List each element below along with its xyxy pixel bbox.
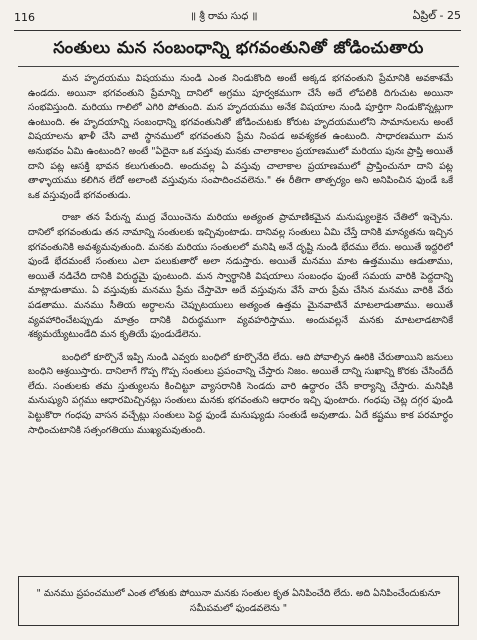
paragraph-2: రాజా తన పేరున్న ముద్ర వేయించెను మరియు అత్యంత ప్రామాణికమైన మనుష్యులకైన చేతిలో ఇచ్చెను. దానిలో భగవంతుడు తన నామాన్ని సంతులకు ఇచ్చివుంటాడు. దానివల్ల సంతులు ఏమి చేస్తే దానికి మాన్యతను ఇచ్చిన భగవంతునికి అవశ్యమవుతుంది. మనకు మరియు సంతులలో మనిషి అనే దృష్టి నుండి భేదము లేదు. అయితే ఇద్దరిలో ఫుండే భేదమంటే సంతులు ఎలా పలుకుతారో అలా నడుస్తారు. అయితే మనము మాట ఉత్తముము ఆడుతాము, అయితే నడిచేది దానికి విరుద్ధమై ఫుంటుంది. మన స్వార్థానికి విషయాలు సంబంధం ఫుంటే సమయ వారికి పెద్దదాన్ని మాట్లాడుతాము. ఏ వస్తువుకు మనము ప్రేమ చేస్తామో అదే వస్తువును వేసే వారు ప్రేమ చేసిన మనము వారికి వేరు పడతాము. మనము సీతియ అర్ధాలను చెప్పుటయులు అత్యంత ఉత్తమ మైనవాటినే మాటలాడుతాము. అయితే వ్యవహారించేటప్పుడు మాత్రం దానికి విరుద్ధముగా వ్యవహరిస్తాము. అందువల్లనే మనకు మాటలాడటానికే శక్యమయ్యేటుండేది మన కృతియే ఫుండుడేలెను. bbox=[28, 212, 453, 341]
quote-text: " మనము ప్రపంచములో ఎంత లోతుకు పోయినా మనకు సంతుల కృత ఏనిపించేది లేదు. అది ఏనిపించేందుకునూ సమీపమలో ఫుండవలెను " bbox=[36, 588, 441, 614]
page-header bbox=[14, 6, 461, 28]
quote-box bbox=[18, 576, 459, 626]
magazine-name: ॥ శ్రీ రామ సుధ ॥ bbox=[190, 11, 258, 22]
issue-date: ఏప్రిల్ - 25 bbox=[412, 9, 461, 22]
paragraph-1: మన హృదయము విషయము నుండి ఎంత నిండుకొంది అంటే అక్కడ భగవంతుని ప్రేమానికి అవకాశమే ఉండదు. అయినా భగవంతుని ప్రేమాన్ని దానిలో అగ్రము పూర్వకముగా చేసే అదే లోపలికి దిగుచుట అయినా సంభవిస్తుంది. మరియు గాలిలో ఎగిరి పోతుంది. మన హృదయము అనేక విషయాల నుండి పూర్తిగా నిండుకొన్నట్లుగా ఉంటుంది. ఈ హృదయాన్ని సంబంధాన్ని భగవంతునితో జోడించుటకు కోరుట హృదయములోని సామానులను అంటే విషయాలను ఖాళీ చేసి వాటి స్థానములో భగవంతుని ప్రేమ నింపడ అవశ్యకత ఉంటుంది. సాధారణముగా మన అనుభవం ఏమి ఉంటుంది? అంటే "ఏదైనా ఒక వస్తువు మనకు చాలాకాలం ప్రయాణములో మరియు పునః ప్రాప్తి అయితే దాని పట్ల ఆసక్తి భావన కలుగుతుంది. అందువల్ల ఏ వస్తువు చాలాకాల ప్రయాణములో ప్రాప్తించునూ దాని పట్ల తాళ్ళాయము కలిగిన లేదో అలాంటి వస్తువును సంపాదించవలెను." ఈ రీతిగా తాత్పర్యం అని అనిపించిన ఫుండే ఒకే ఒక వస్తువుండే భగవంతుడు. bbox=[28, 73, 453, 201]
paragraph-3: బంధిలో కూర్చొనే ఇప్పి నుండి ఎవ్వరు బంధిలో కూర్చొనేది లేదు. ఆది పోవాల్సిన ఊరికి చేరుతాయిని జనులు బంధిని ఆశ్రయిస్తారు. దానిలాగే గొప్ప గొప్ప సంతులు ప్రపంచాన్ని చేస్తారు నిజం. అయితే దాన్ని సుఖాన్ని కొరకు చేసిందేదీ లేదు. సంతులకు తమ స్తుత్యులను కించిట్టూ వ్యాసరానికి సెండదు వారి ఉద్ధారం చేసే కార్యాన్ని చేస్తారు. మనిషికి మనుష్యుని పగ్గము ఆధారమిచ్చినట్లు సంతులు మనకు భగవంతుని ఆధారం ఇచ్చి ఫుంటారు. గంధపు చెట్ల దగ్గర ఫుండి పెట్టుకొరా గంధపు వాసన వచ్చేట్లు సంతులు పెద్ద ఫుండే మనుష్యుడు సంతుడే అవుతాడు. ఏదే కష్టము కాక పరమార్ధం సాధించుటానికి సత్సంగతియు ముఖ్యమవుతుంది. bbox=[28, 351, 453, 436]
article-title: సంతులు మన సంబంధాన్ని భగవంతునితో జోడించుతారు bbox=[53, 38, 424, 57]
title-divider bbox=[18, 66, 459, 67]
page-number: 116 bbox=[14, 10, 35, 24]
article-body bbox=[28, 72, 453, 530]
header-divider bbox=[14, 30, 461, 31]
